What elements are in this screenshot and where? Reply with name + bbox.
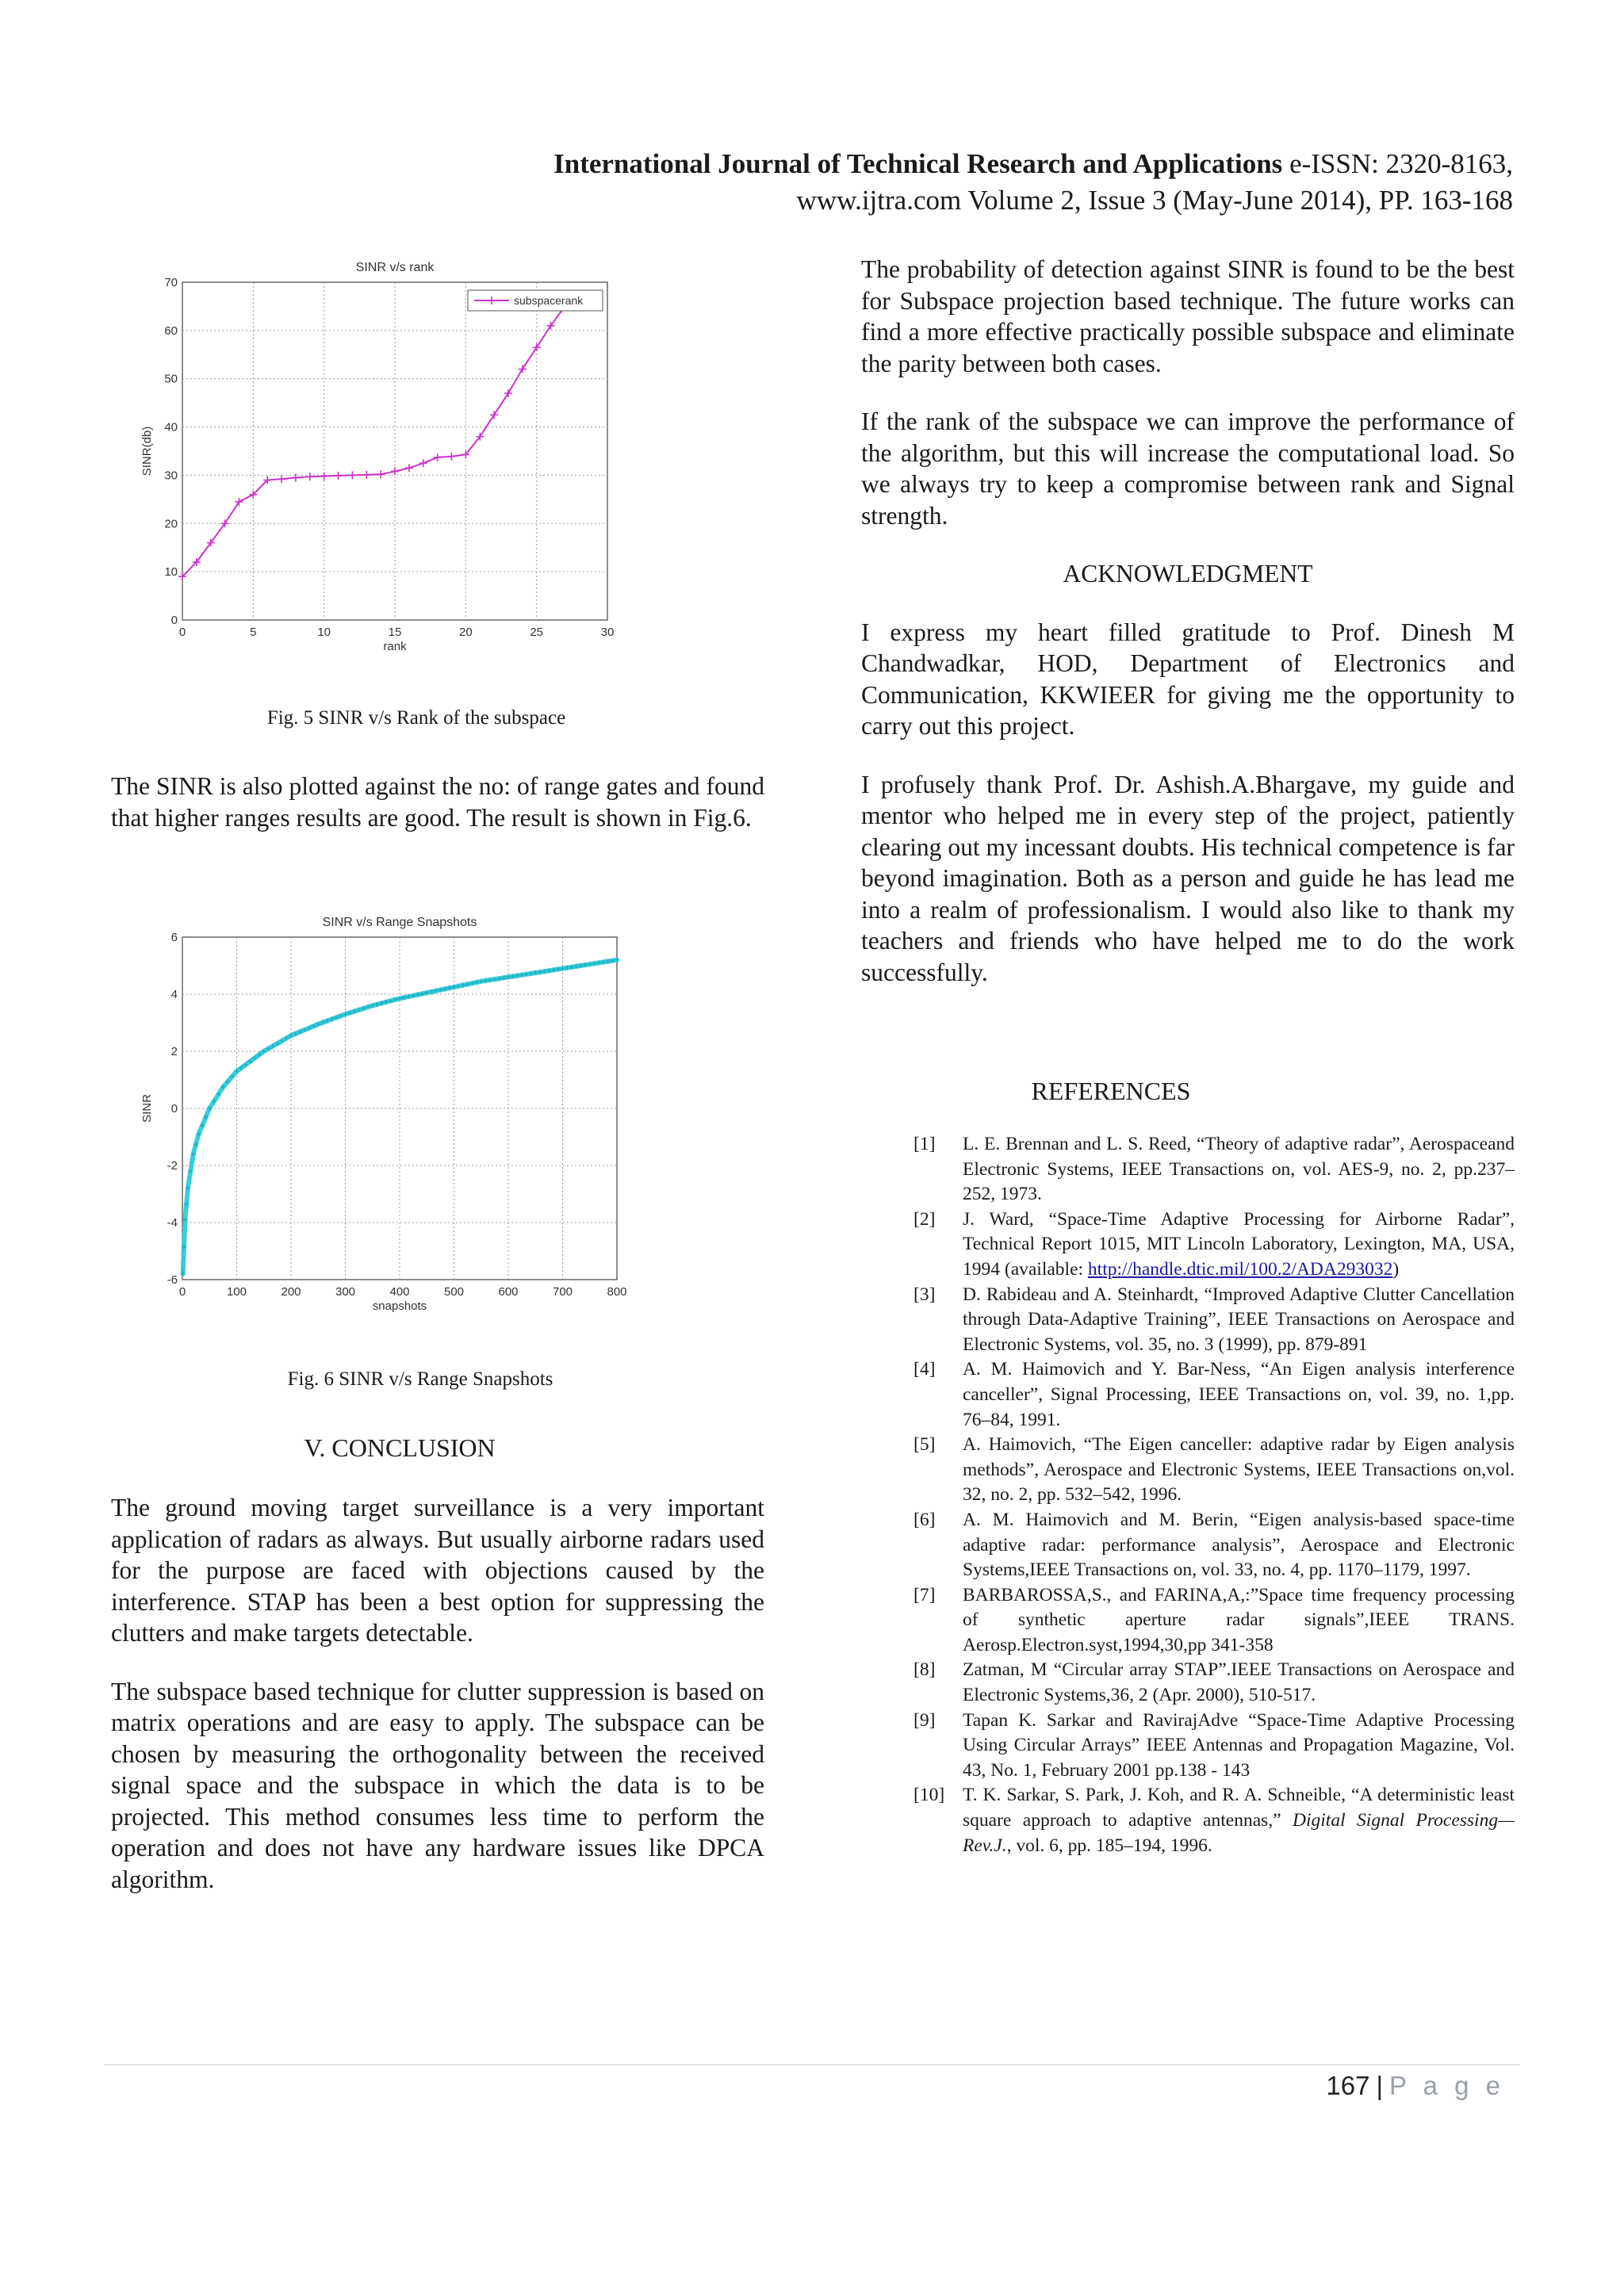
y-tick-label: 0 (170, 614, 178, 627)
acknowledgment-heading: ACKNOWLEDGMENT (1063, 560, 1313, 587)
reference-text: BARBAROSSA,S., and FARINA,A,:”Space time frequency processing of synthetic aperture radar signals”,IEEE TRANS. Aerosp.Electron.syst,1994,30,pp 341-358 (963, 1584, 1515, 1655)
reference-item (910, 1709, 1515, 1784)
reference-item (910, 1357, 1515, 1433)
header-line-1 (553, 146, 1513, 182)
figure6-chart (135, 909, 634, 1321)
x-axis-label: rank (383, 640, 407, 653)
figure5-caption: Fig. 5 SINR v/s Rank of the subspace (266, 707, 566, 729)
reference-number: [10] (914, 1785, 945, 1806)
reference-number: [7] (914, 1584, 936, 1605)
journal-header (553, 146, 1513, 219)
reference-item (910, 1658, 1515, 1708)
x-tick-label: 25 (530, 626, 544, 639)
header-line-2: www.ijtra.com Volume 2, Issue 3 (May-June 2014), PP. 163-168 (796, 185, 1513, 216)
conclusion-paragraph-1: The ground moving target surveillance is a very important application of radars as always. But usually airborne radars used for the purpose are faced with objections caused by the interference. STAP has been a best option for suppressing the clutters and make targets detectable. (111, 1494, 764, 1647)
y-axis-label: SINR(db) (140, 426, 154, 476)
reference-item (910, 1433, 1515, 1508)
paragraph-rank: If the rank of the subspace we can improve the performance of the algorithm, but this will increase the computational load. So we always try to keep a compromise between rank and Signal strength. (861, 408, 1515, 530)
figure6-caption: Fig. 6 SINR v/s Range Snapshots (287, 1368, 553, 1390)
x-tick-label: 0 (178, 1285, 186, 1299)
legend-label: subspacerank (514, 294, 584, 307)
x-tick-label: 700 (552, 1285, 573, 1299)
x-tick-label: 10 (317, 626, 331, 639)
chart-title: SINR v/s Range Snapshots (322, 916, 477, 929)
reference-item (910, 1583, 1515, 1659)
x-tick-label: 30 (600, 626, 615, 639)
references-list (910, 1132, 1515, 1858)
reference-number: [8] (914, 1659, 936, 1681)
x-tick-label: 0 (178, 626, 186, 639)
reference-item (910, 1207, 1515, 1283)
reference-text-tail: , vol. 6, pp. 185–194, 1996. (1006, 1835, 1212, 1856)
reference-number: [9] (914, 1709, 936, 1731)
reference-text: A. Haimovich, “The Eigen canceller: adaptive radar by Eigen analysis methods”, Aerospace and Electronic Systems, IEEE Transactions on,vol. 32, no. 2, pp. 532–542, 1996. (963, 1434, 1515, 1506)
paragraph-detection: The probability of detection against SINR is found to be the best for Subspace projection based technique. The future works can find a more effective practically possible subspace and eliminate the parity between both cases. (861, 255, 1515, 377)
y-tick-label: 10 (164, 565, 178, 580)
acknowledgment-paragraph-2: I profusely thank Prof. Dr. Ashish.A.Bhargave, my guide and mentor who helped me in every step of the project, patiently clearing out my incessant doubts. His technical competence is far beyond imagination. Both as a person and guide he has lead me into a realm of professionalism. I would also like to thank my teachers and friends who have helped me to do the work successfully. (861, 770, 1515, 986)
paragraph-sinr-range: The SINR is also plotted against the no: of range gates and found that higher ranges results are good. The result is shown in Fig.6. (111, 772, 764, 832)
y-tick-label: 30 (164, 469, 178, 483)
x-tick-label: 400 (389, 1285, 410, 1299)
page-label: P a g e (1389, 2071, 1505, 2100)
x-tick-label: 100 (226, 1285, 247, 1299)
x-tick-label: 15 (388, 626, 402, 639)
y-tick-label: 0 (170, 1102, 178, 1115)
x-tick-label: 300 (335, 1285, 356, 1299)
journal-issn: e-ISSN: 2320-8163, (1282, 148, 1513, 179)
reference-text: Zatman, M “Circular array STAP”.IEEE Transactions on Aerospace and Electronic Systems,36, 2 (Apr. 2000), 510-517. (963, 1659, 1515, 1706)
reference-number: [2] (914, 1208, 936, 1230)
reference-text: A. M. Haimovich and Y. Bar-Ness, “An Eigen analysis interference canceller”, Signal Processing, IEEE Transactions on, vol. 39, no. 1,pp. 76–84, 1991. (963, 1359, 1515, 1430)
y-tick-label: 20 (164, 517, 178, 531)
chart-title: SINR v/s rank (355, 261, 435, 274)
reference-number: [1] (914, 1134, 936, 1154)
x-tick-label: 600 (498, 1285, 519, 1299)
reference-number: [6] (914, 1509, 936, 1530)
reference-text: J. Ward, “Space-Time Adaptive Processing for Airborne Radar”, Technical Report 1015, MIT Lincoln Laboratory, Lexington, MA, USA, 1994 (available: (963, 1208, 1515, 1280)
figure5-chart (135, 258, 626, 663)
acknowledgment-paragraph-1: I express my heart filled gratitude to Prof. Dinesh M Chandwadkar, HOD, Department of Electronics and Communication, KKWIEER for giving me the opportunity to carry out this project. (861, 618, 1515, 740)
journal-name: International Journal of Technical Research and Applications (553, 148, 1283, 179)
x-tick-label: 500 (443, 1285, 465, 1299)
y-tick-label: 4 (170, 988, 178, 1001)
reference-link[interactable]: http://handle.dtic.mil/100.2/ADA293032 (1087, 1258, 1393, 1280)
reference-number: [3] (914, 1284, 936, 1305)
page-footer (1326, 2071, 1505, 2101)
reference-text: L. E. Brennan and L. S. Reed, “Theory of adaptive radar”, Aerospaceand Electronic Systems, IEEE Transactions on, vol. AES-9, no. 2, pp.237–252, 1973. (963, 1134, 1515, 1205)
reference-number: [5] (914, 1434, 936, 1456)
left-column-upper (111, 771, 764, 860)
x-tick-label: 20 (458, 626, 473, 639)
y-tick-label: 50 (164, 372, 178, 386)
page-number: 167 (1326, 2071, 1370, 2100)
x-tick-label: 800 (607, 1285, 627, 1299)
reference-text: D. Rabideau and A. Steinhardt, “Improved Adaptive Clutter Cancellation through Data-Adaptive Training”, IEEE Transactions on Aerospace and Electronic Systems, vol. 35, no. 3 (1999), pp. 879-891 (963, 1284, 1515, 1355)
reference-text: Tapan K. Sarkar and RavirajAdve “Space-Time Adaptive Processing Using Circular Arrays” IEEE Antennas and Propagation Magazine, Vol. 43, No. 1, February 2001 pp.138 - 143 (963, 1709, 1515, 1781)
reference-text-tail: ) (1392, 1258, 1400, 1280)
y-tick-label: 60 (164, 323, 178, 338)
conclusion-heading: V. CONCLUSION (304, 1433, 496, 1462)
reference-item (910, 1283, 1515, 1358)
references-heading: REFERENCES (1031, 1077, 1191, 1105)
reference-item (910, 1783, 1515, 1858)
conclusion-paragraph-2: The subspace based technique for clutter suppression is based on matrix operations and are easy to apply. The subspace can be chosen by measuring the orthogonality between the received signal space and the subspace in which the data is to be projected. This method consumes less time to perform the operation and does not have any hardware issues like DPCA algorithm. (111, 1677, 764, 1893)
plot-area (182, 282, 607, 620)
y-tick-label: 70 (164, 276, 178, 289)
x-tick-label: 5 (250, 626, 257, 639)
reference-text: A. M. Haimovich and M. Berin, “Eigen analysis-based space-time adaptive radar: performance analysis”, Aerospace and Electronic Systems,IEEE Transactions on, vol. 33, no. 4, pp. 1170–1179, 1997. (963, 1509, 1515, 1581)
y-axis-label: SINR (140, 1094, 154, 1123)
reference-text: T. K. Sarkar, S. Park, J. Koh, and R. A. Schneible, “A deterministic least square approach to adaptive antennas,” (963, 1785, 1515, 1831)
reference-item (910, 1508, 1515, 1583)
x-axis-label: snapshots (372, 1299, 427, 1313)
y-tick-label: 6 (170, 931, 178, 944)
y-tick-label: -6 (167, 1273, 178, 1287)
x-tick-label: 200 (281, 1285, 301, 1299)
reference-number: [4] (914, 1359, 936, 1380)
y-tick-label: 2 (170, 1045, 178, 1058)
y-tick-label: -4 (167, 1216, 178, 1230)
left-column-lower (111, 1492, 764, 1922)
y-tick-label: 40 (164, 420, 178, 434)
reference-item (910, 1132, 1515, 1207)
y-tick-label: -2 (167, 1159, 178, 1173)
footer-divider (105, 2064, 1519, 2065)
right-column (861, 254, 1515, 1015)
reference-journal-italic: Digital Signal Processing— Rev.J. (963, 1810, 1515, 1856)
footer-separator: | (1376, 2071, 1384, 2100)
